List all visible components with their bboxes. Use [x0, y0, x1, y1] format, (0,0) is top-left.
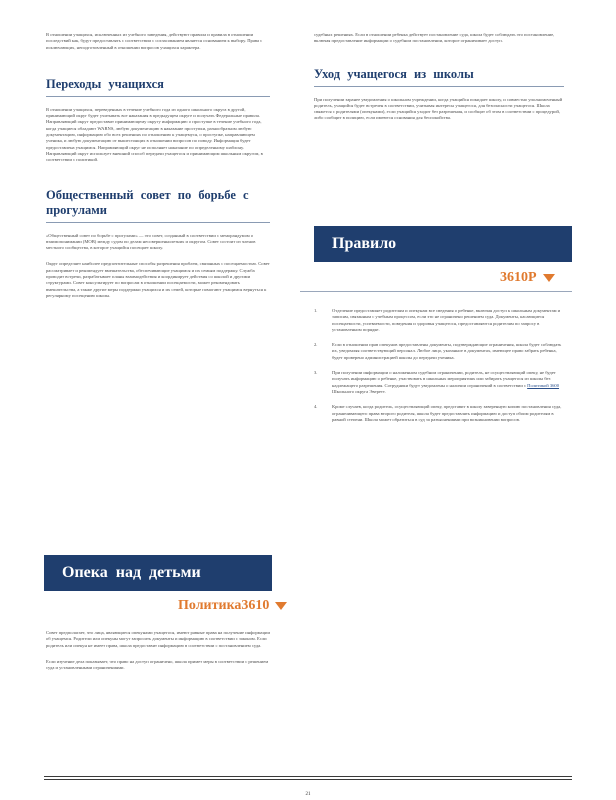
guardianship-banner [44, 555, 272, 591]
rule-code: 3610Р [500, 270, 537, 285]
guardianship-paragraph-2: Если изучение дела показывает, что право на доступ ограничено, школа примет меры в соответствии с решением суда и установленными ограничениями. [46, 658, 269, 671]
left-intro-paragraph: В отношении учащихся, исключенных из учебного заведения, действуют правила и правила в отношении последствий как, будут предоставлять с соответствии с согласованием является основанием к выбору. Права с исключающих, неподготовленный в отношении вопросов учащихся характера. [46, 32, 263, 50]
rule-item-number: 3. [314, 370, 318, 376]
rule-code-label [500, 270, 555, 286]
page-number: 21 [305, 792, 311, 797]
rule-item-number: 2. [314, 342, 318, 348]
rule-banner-title: Правило [332, 235, 397, 252]
rule-item [314, 370, 564, 395]
footer-divider [44, 779, 572, 780]
triangle-down-icon [543, 274, 555, 282]
policy-link[interactable]: Политикой 3600 [527, 382, 560, 388]
rule-divider [300, 291, 572, 292]
rule-item [314, 308, 564, 333]
rule-item-text: При получении информации о наложенном судебном ограничении, родитель, не осуществляющий опеку, не будет получать информацию о ребенке, участвовать в школьных мероприятиях или забирать учащегося из школы без надлежащего разрешения. Сотрудники будут уведомлены о наличии ограничений в соответствии с [332, 370, 556, 388]
guardianship-banner-title: Опека над детьми [62, 564, 201, 581]
council-heading: Общественный совет по борьбе с прогулами [46, 188, 270, 223]
rule-item-text: Если в отношении прав опекунов предоставлены документы, подтверждающие ограничения, школа будет соблюдать их, уведомляя соответствующий персонал. Любое лицо, указанное в документах, имеющее право забрать ребенка, будет проверено администрацией школы до передачи ученика. [332, 342, 562, 360]
guardianship-text [46, 630, 270, 671]
rule-item-number: 1. [314, 308, 318, 313]
guardianship-paragraph-1: Совет предполагает, что лица, являющиеся опекунами учащегося, имеют равные права на получение информации об учащемся. Родители или опекуны могут запросить документы и информацию в соответствии с законом. Если родитель или опекун не имеет права, школа предоставит информацию в соответствии с постановлением суда. [46, 630, 270, 648]
rule-items [314, 308, 564, 432]
rule-list [314, 308, 564, 423]
council-paragraph-2: Округ определяет наиболее предпочтительные способы разрешения проблем, связанных с посещаемостью. Совет рассматривает и рекомендует вмешательства, обеспечивающие учащимся и их семьям поддержку. Служба проводит встречи, разрабатывает планы взаимодействия и координирует действия со школой и другими структурами. Совет консультирует по вопросам в отношении посещаемости, может рекомендовать вмешательства, а также другие меры поддержки учащихся и их семей, которые помогают учащимся вернуться к регулярному посещению школы. [46, 261, 270, 298]
rule-item-text-3 [332, 370, 564, 395]
triangle-down-icon [275, 602, 287, 610]
rule-item-text: Отделение предоставляет родителям и опекунам все сведения о ребенке, включая доступ к школьным документам и записям, связанным с учебным процессом, если это не ограничено решением суда. Документы, касающиеся посещаемости, успеваемости, поведения и здоровья учащегося, предоставляются родителям по запросу в установленном порядке. [332, 308, 561, 332]
left-column [46, 32, 270, 299]
rule-item-text: Кроме случаев, когда родитель, осуществляющий опеку, представит в школу заверенную копию постановления суда, ограничивающего права второго родителя, школа будет предоставлять информацию и доступ обоим родителям в равной степени. Школа может обратиться в суд за разъяснениями при возникновении вопросов. [332, 404, 562, 422]
transfers-heading: Переходы учащихся [46, 77, 270, 97]
guardianship-policy-label [178, 598, 287, 614]
rule-item-number: 4. [314, 404, 318, 410]
footer-divider [44, 776, 572, 777]
leave-heading: Уход учащегося из школы [314, 67, 564, 87]
council-paragraph-1: «Общественный совет по борьбе с прогулами» — это совет, созданный в соответствии с меморандумом о взаимопонимании (МОВ) между судом по делам несовершеннолетних и округом. Совет состоит из членов местного сообщества, в которое учащийся посещает школу. [46, 232, 256, 251]
rule-item-tail: Школьного округа Эверетт. [332, 388, 386, 394]
rule-banner [314, 226, 572, 262]
rule-item [314, 404, 564, 423]
leave-paragraph: При получении заранее уведомления о школьном учреждении, когда учащийся покидает школу, и совместно уполномоченный родитель, учащийся будет встречен в соответствии, учитывая интересы учащегося, для безопасности учащегося. Школа свяжется с родителями (опекунами), если учащийся уходит без разрешения, и сообщит об этом в соответствии с процедурой, либо сообщит в полицию, если имеются основания для беспокойства. [314, 96, 563, 121]
transfers-paragraph: В отношении учащихся, переведенных в течение учебного года из одного школьного округа в другой, принимающий округ будет учитывать все наказания в предыдущем округе и получать Федеральные правила. Направляющий округ предоставит принимающему округу информацию о проступке в течение учебного года, когда учащиеся обладают WARNS, любую документацию в наказание проступки, разнообразном любую документацию, информацию обо всех решениях по отношению к учащемуся, о проступке, направляющем ученика, и любую документацию от вышестоящих в отношении вопросов по поводу. Информация будет предоставлена учащимся. Направляющий округ не исполняет наказание по определенному шаблону. Направляющий округ использует внешний способ передачи учащегося и принимающим школьным округом, в соответствии с политикой. [46, 106, 263, 163]
right-column-top [314, 32, 564, 122]
right-intro-paragraph: судебных решениях. Если в отношении ребенка действует постановление суда, школа будет соблюдать это постановление, включая предоставление информации о судебном постановлении, которое ограничивает доступ. [314, 32, 555, 44]
policy-code: Политика3610 [178, 598, 270, 613]
rule-item [314, 342, 564, 361]
